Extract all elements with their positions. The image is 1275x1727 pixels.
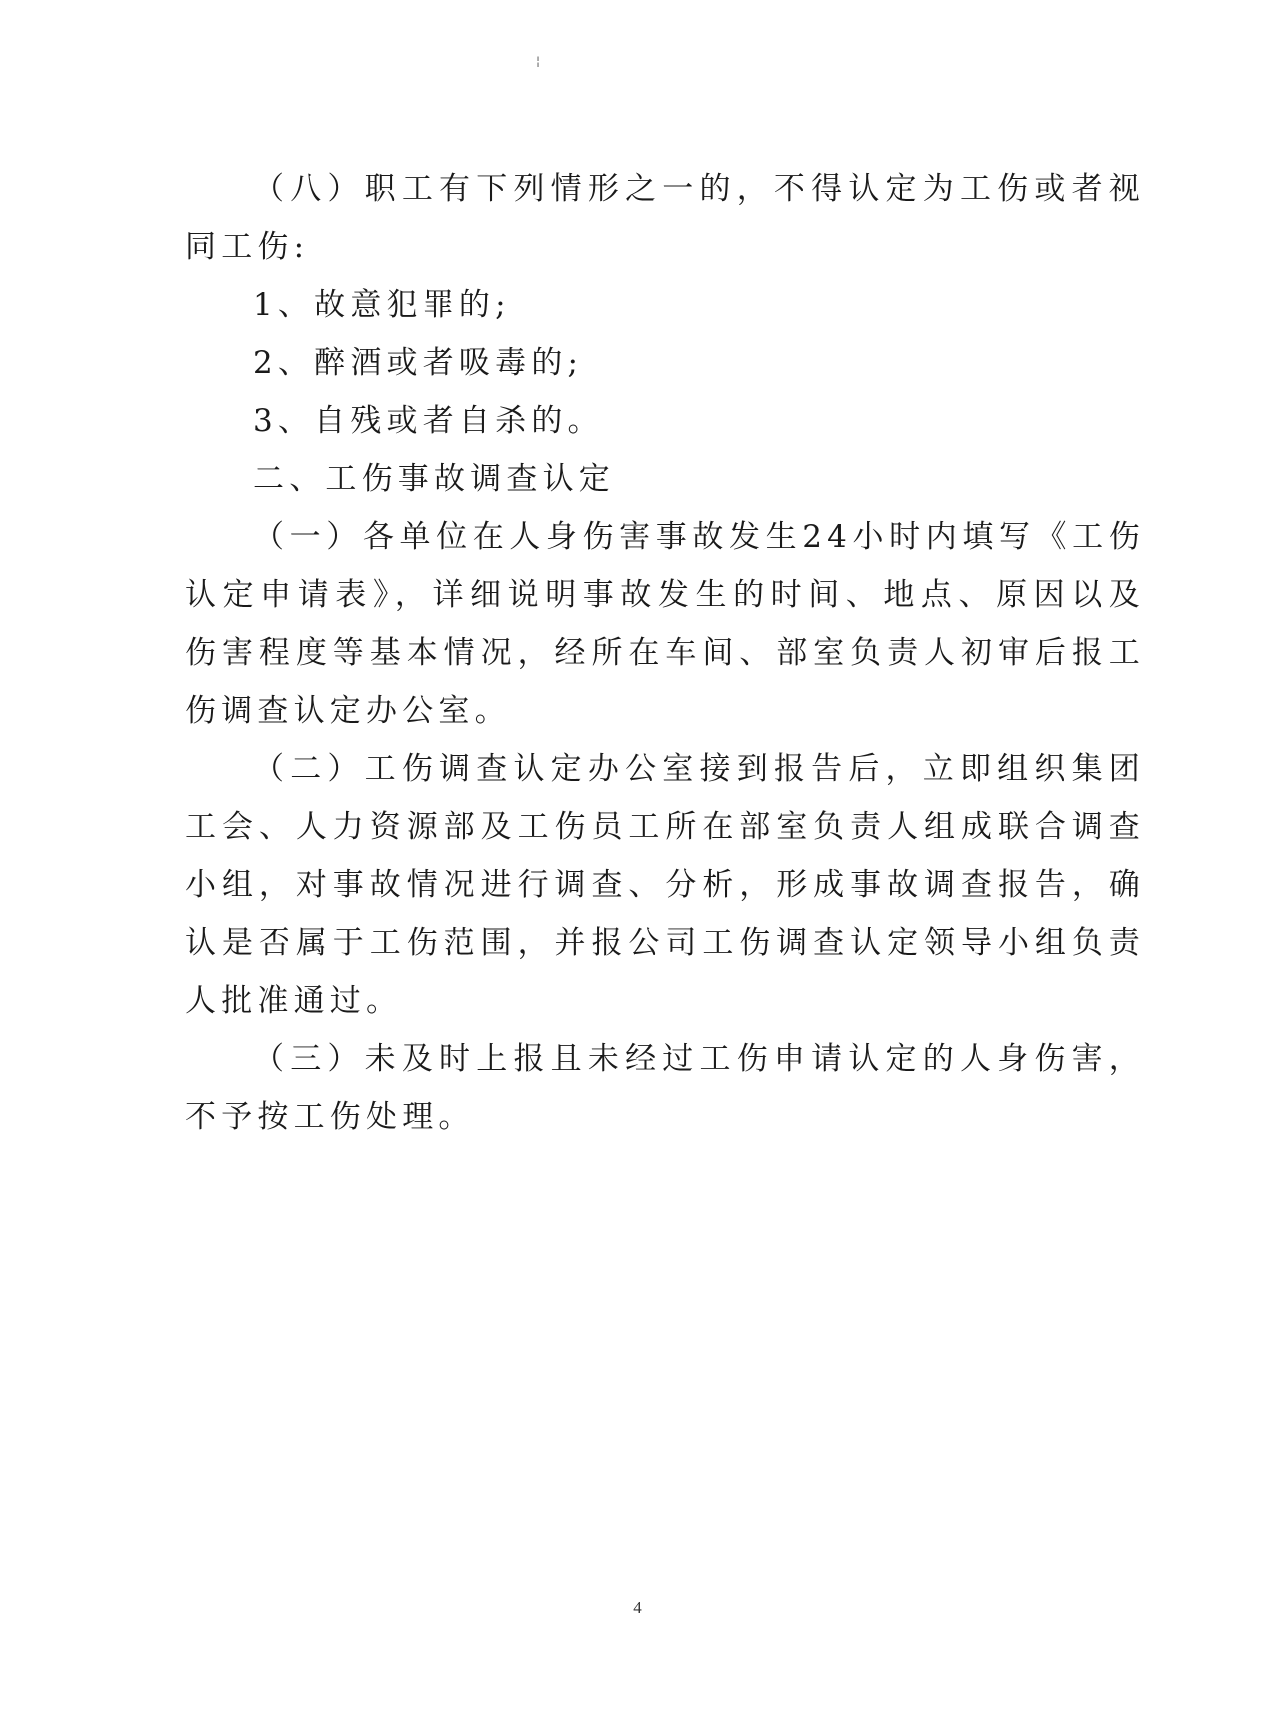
list-item-1: 1、故意犯罪的; xyxy=(253,287,511,323)
paragraph-clause-8: （八）职工有下列情形之一的，不得认定为工伤或者视同工伤: xyxy=(185,171,1145,265)
list-item-2: 2、醉酒或者吸毒的; xyxy=(253,345,584,381)
page-number: 4 xyxy=(633,1598,642,1617)
paragraph-clause-1: （一）各单位在人身伤害事故发生24小时内填写《工伤认定申请表》，详细说明事故发生的时间、地点、原因以及伤害程度等基本情况，经所在车间、部室负责人初审后报工伤调查认定办公室。 xyxy=(185,519,1145,729)
paragraph-clause-3: （三）未及时上报且未经过工伤申请认定的人身伤害，不予按工伤处理。 xyxy=(185,1041,1145,1135)
list-item-3: 3、自残或者自杀的。 xyxy=(253,403,604,439)
paragraph-clause-2: （二）工伤调查认定办公室接到报告后，立即组织集团工会、人力资源部及工伤员工所在部室负责人组成联合调查小组，对事故情况进行调查、分析，形成事故调查报告，确认是否属于工伤范围，并报公司工伤调查认定领导小组负责人批准通过。 xyxy=(185,751,1145,1019)
section-heading: 二、工伤事故调查认定 xyxy=(253,461,615,497)
scan-artifact: ¦ xyxy=(536,54,541,68)
document-body xyxy=(185,160,1145,1146)
